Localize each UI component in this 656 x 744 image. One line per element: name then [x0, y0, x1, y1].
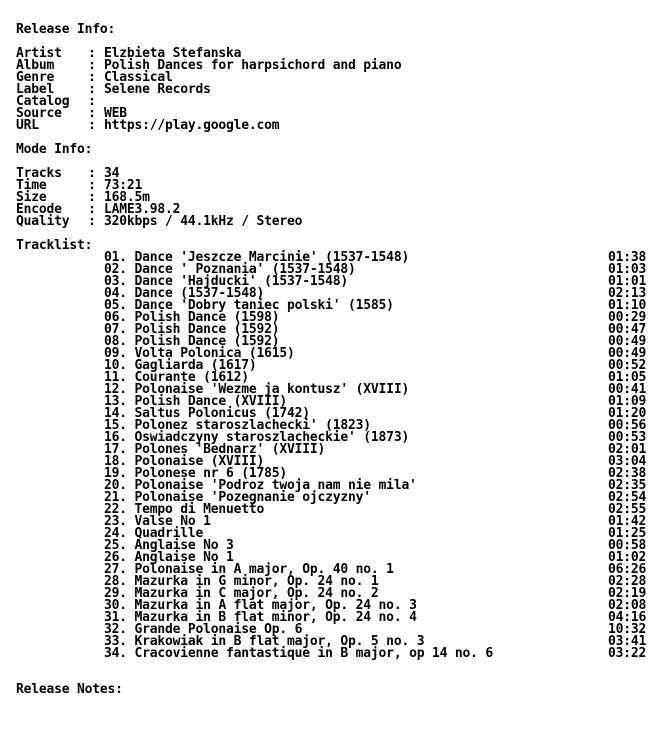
release-info-value: Polish Dances for harpsichord and piano — [104, 58, 402, 73]
track-duration: 01:38 — [608, 250, 647, 265]
track-title: 22. Tempo di Menuetto — [104, 502, 265, 517]
track-duration: 00:41 — [608, 382, 647, 397]
mode-info-separator: : — [88, 178, 96, 193]
track-title: 02. Dance ' Poznania' (1537-1548) — [104, 262, 356, 277]
track-title: 20. Polonaise 'Podroz twoja nam nie mila' — [104, 478, 417, 493]
track-title: 12. Polonaise 'Wezme ja kontusz' (XVIII) — [104, 382, 410, 397]
track-duration: 01:03 — [608, 262, 647, 277]
track-title: 30. Mazurka in A flat major, Op. 24 no. 3 — [104, 598, 417, 613]
release-info-value: WEB — [104, 106, 127, 121]
mode-info-value: 73:21 — [104, 178, 143, 193]
release-info-separator: : — [88, 70, 96, 85]
track-title: 15. Polonez staroszlachecki' (1823) — [104, 418, 371, 433]
track-duration: 01:10 — [608, 298, 647, 313]
mode-info-key: Quality — [16, 214, 70, 229]
track-duration: 00:56 — [608, 418, 647, 433]
release-info-separator: : — [88, 94, 96, 109]
mode-info-separator: : — [88, 190, 96, 205]
track-duration: 02:01 — [608, 442, 647, 457]
track-title: 06. Polish Dance (1598) — [104, 310, 280, 325]
track-duration: 04:16 — [608, 610, 647, 625]
release-info-key: URL — [16, 118, 39, 133]
track-title: 10. Gagliarda (1617) — [104, 358, 257, 373]
release-info-separator: : — [88, 58, 96, 73]
track-duration: 03:22 — [608, 646, 647, 661]
track-duration: 00:47 — [608, 322, 647, 337]
release-info-separator: : — [88, 82, 96, 97]
release-info-value: https://play.google.com — [104, 118, 280, 133]
track-title: 09. Volta Polonica (1615) — [104, 346, 295, 361]
release-info-value: Elzbieta Stefanska — [104, 46, 242, 61]
tracklist-heading: Tracklist: — [16, 238, 93, 253]
track-duration: 10:32 — [608, 622, 647, 637]
track-duration: 02:08 — [608, 598, 647, 613]
track-title: 16. Oswiadczyny staroszlacheckie' (1873) — [104, 430, 410, 445]
track-duration: 02:54 — [608, 490, 647, 505]
track-duration: 02:13 — [608, 286, 647, 301]
track-duration: 01:42 — [608, 514, 647, 529]
track-title: 29. Mazurka in C major, Op. 24 no. 2 — [104, 586, 379, 601]
mode-info-separator: : — [88, 202, 96, 217]
track-title: 31. Mazurka in B flat minor, Op. 24 no. 4 — [104, 610, 417, 625]
release-info-separator: : — [88, 46, 96, 61]
release-info-separator: : — [88, 106, 96, 121]
track-title: 03. Dance 'Hajducki' (1537-1548) — [104, 274, 349, 289]
track-duration: 01:01 — [608, 274, 647, 289]
release-info-key: Label — [16, 82, 55, 97]
track-title: 25. Anglaise No 3 — [104, 538, 234, 553]
track-duration: 02:28 — [608, 574, 647, 589]
mode-info-key: Size — [16, 190, 47, 205]
track-duration: 00:29 — [608, 310, 647, 325]
track-duration: 06:26 — [608, 562, 647, 577]
track-title: 33. Krakowiak in B flat major, Op. 5 no. 3 — [104, 634, 425, 649]
track-duration: 02:55 — [608, 502, 647, 517]
track-duration: 00:58 — [608, 538, 647, 553]
track-title: 01. Dance 'Jeszcze Marcinie' (1537-1548) — [104, 250, 410, 265]
track-title: 14. Saltus Polonicus (1742) — [104, 406, 310, 421]
mode-info-key: Tracks — [16, 166, 62, 181]
track-duration: 02:19 — [608, 586, 647, 601]
track-title: 32. Grande Polonaise Op. 6 — [104, 622, 303, 637]
release-info-key: Artist — [16, 46, 62, 61]
release-info-key: Catalog — [16, 94, 70, 109]
track-duration: 02:35 — [608, 478, 647, 493]
release-info-value: Selene Records — [104, 82, 211, 97]
release-info-key: Genre — [16, 70, 55, 85]
track-title: 24. Quadrille — [104, 526, 204, 541]
track-duration: 00:49 — [608, 346, 647, 361]
track-title: 17. Polones 'Bednarz' (XVIII) — [104, 442, 326, 457]
track-title: 21. Polonaise 'Pozegnanie ojczyzny' — [104, 490, 371, 505]
track-title: 19. Polonese nr 6 (1785) — [104, 466, 288, 481]
track-title: 28. Mazurka in G minor, Op. 24 no. 1 — [104, 574, 379, 589]
mode-info-key: Encode — [16, 202, 62, 217]
track-title: 23. Valse No 1 — [104, 514, 211, 529]
mode-info-separator: : — [88, 214, 96, 229]
mode-info-value: 34 — [104, 166, 120, 181]
track-duration: 01:02 — [608, 550, 647, 565]
track-duration: 03:04 — [608, 454, 647, 469]
track-title: 26. Anglaise No 1 — [104, 550, 234, 565]
track-title: 05. Dance 'Dobry taniec polski' (1585) — [104, 298, 394, 313]
track-duration: 02:38 — [608, 466, 647, 481]
track-title: 07. Polish Dance (1592) — [104, 322, 280, 337]
track-title: 08. Polish Dance (1592) — [104, 334, 280, 349]
track-title: 11. Courante (1612) — [104, 370, 249, 385]
track-duration: 00:53 — [608, 430, 647, 445]
mode-info-value: 168.5m — [104, 190, 150, 205]
track-duration: 01:05 — [608, 370, 647, 385]
release-info-key: Source — [16, 106, 62, 121]
release-info-separator: : — [88, 118, 96, 133]
release-info-value: Classical — [104, 70, 173, 85]
release-info-key: Album — [16, 58, 55, 73]
track-duration: 01:20 — [608, 406, 647, 421]
track-duration: 01:09 — [608, 394, 647, 409]
track-duration: 03:41 — [608, 634, 647, 649]
mode-info-key: Time — [16, 178, 47, 193]
track-duration: 01:25 — [608, 526, 647, 541]
mode-info-heading: Mode Info: — [16, 142, 93, 157]
mode-info-value: LAME3.98.2 — [104, 202, 181, 217]
mode-info-separator: : — [88, 166, 96, 181]
track-duration: 00:49 — [608, 334, 647, 349]
track-duration: 00:52 — [608, 358, 647, 373]
mode-info-value: 320kbps / 44.1kHz / Stereo — [104, 214, 303, 229]
release-notes-heading: Release Notes: — [16, 682, 123, 697]
track-title: 04. Dance (1537-1548) — [104, 286, 265, 301]
track-title: 18. Polonaise (XVIII) — [104, 454, 265, 469]
track-title: 13. Polish Dance (XVIII) — [104, 394, 288, 409]
track-title: 34. Cracovienne fantastique in B major, op 14 no. 6 — [104, 646, 493, 661]
release-info-heading: Release Info: — [16, 22, 116, 37]
track-title: 27. Polonaise in A major, Op. 40 no. 1 — [104, 562, 394, 577]
